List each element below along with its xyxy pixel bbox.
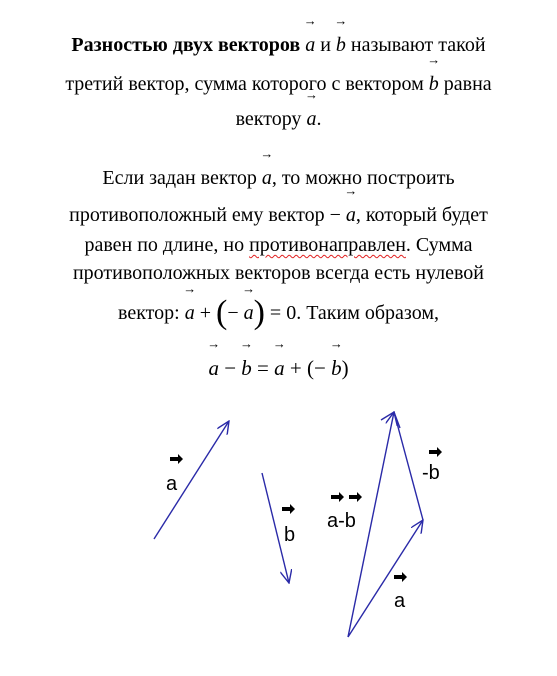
- vector-a: → a: [274, 353, 285, 383]
- vector-neg-b-arrow: [394, 412, 423, 520]
- arrow-mark-icon: [282, 504, 295, 514]
- label-a-minus-b: a-b: [327, 510, 356, 532]
- text: третий вектор, сумма которого с вектором: [65, 73, 424, 95]
- label-a2: a: [394, 590, 406, 612]
- misspelled-word: противонаправлен: [249, 234, 406, 256]
- vector-a: → a: [306, 104, 316, 134]
- vector-a: → a: [244, 298, 254, 328]
- text: противоположных векторов всегда есть нулевой: [72, 262, 485, 284]
- paren: ): [341, 356, 349, 380]
- vector-a: → a: [305, 30, 315, 60]
- vector-b: → b: [336, 30, 346, 60]
- arrow-mark-icon: [349, 492, 362, 502]
- arrow-mark-icon: [170, 454, 183, 464]
- text: называют такой: [350, 34, 486, 56]
- arrow-mark-icon: [331, 492, 344, 502]
- operator: −: [313, 356, 326, 380]
- operator: −: [224, 356, 237, 380]
- vector-a: → a: [262, 163, 272, 193]
- label-neg-b: -b: [422, 462, 440, 484]
- label-b: b: [284, 524, 296, 546]
- operator: = 0: [269, 302, 297, 324]
- text: .: [316, 108, 322, 130]
- vector-b: → b: [429, 69, 439, 99]
- paren: (: [306, 356, 314, 380]
- vector-a: → a: [185, 298, 195, 328]
- vector-a: → a: [208, 353, 219, 383]
- text: , то можно построить: [271, 167, 455, 189]
- vector-b: → b: [241, 353, 252, 383]
- arrow-mark-icon: [429, 447, 442, 457]
- definition-term: Разностью двух векторов: [71, 34, 301, 56]
- vector-a: → a: [346, 200, 356, 230]
- paren: ): [253, 294, 265, 331]
- text: . Сумма: [405, 234, 473, 256]
- paren: (: [215, 294, 228, 331]
- operator: =: [257, 356, 269, 380]
- text: . Таким образом,: [296, 302, 439, 324]
- text: вектор:: [118, 302, 180, 324]
- operator: +: [289, 356, 302, 380]
- arrow-mark-icon: [394, 572, 407, 582]
- text: равен по длине, но: [84, 234, 245, 256]
- text: , который будет: [355, 204, 488, 226]
- label-a: a: [166, 473, 178, 495]
- operator: +: [199, 302, 211, 324]
- operator: −: [227, 302, 239, 324]
- text: вектору: [235, 108, 302, 130]
- text: противоположный ему вектор −: [69, 204, 341, 226]
- conjunction: и: [320, 34, 331, 56]
- vector-b: → b: [331, 353, 342, 383]
- text: равна: [443, 73, 492, 95]
- text: Если задан вектор: [102, 167, 257, 189]
